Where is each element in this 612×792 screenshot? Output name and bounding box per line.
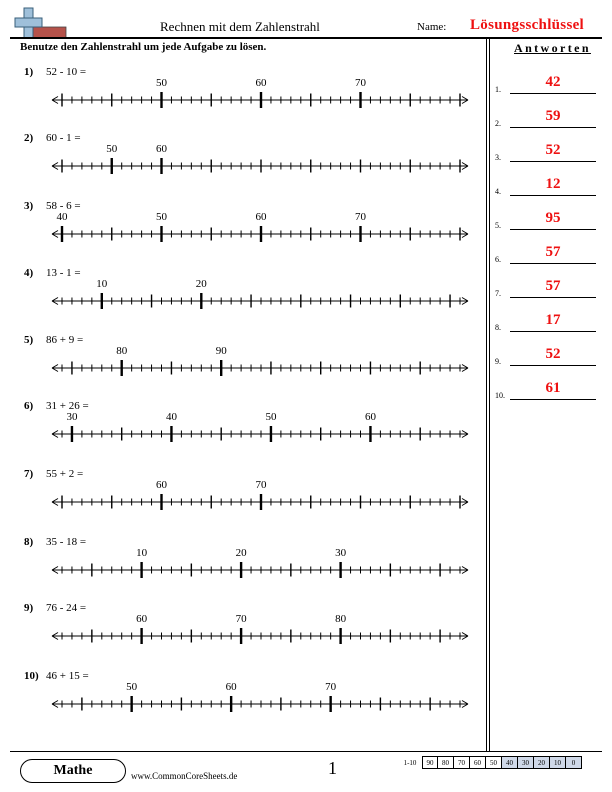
- answer-row: [495, 138, 601, 162]
- score-scale-cell: 30: [518, 756, 534, 769]
- answer-key-label: Lösungsschlüssel: [470, 17, 585, 33]
- answer-number: 3.: [495, 153, 501, 162]
- answer-value: 52: [545, 142, 561, 158]
- score-scale-cell: 70: [454, 756, 470, 769]
- number-line: [40, 210, 480, 250]
- tick-label: 40: [165, 411, 177, 423]
- tick-label: 60: [156, 143, 167, 155]
- answer-number: 6.: [495, 255, 501, 264]
- answer-row: [495, 342, 601, 366]
- answer-blank[interactable]: [510, 399, 596, 400]
- problem-number: 6): [24, 400, 34, 412]
- score-scale-label: 1-10: [403, 758, 417, 767]
- column-divider: [486, 37, 490, 751]
- page-number: 1: [328, 758, 337, 778]
- answer-row: [495, 70, 601, 94]
- problem-number: 8): [24, 536, 34, 548]
- number-line: [40, 410, 480, 450]
- problem-number: 2): [24, 132, 34, 144]
- problem-text: 13 - 1 =: [46, 267, 81, 279]
- footer-divider: [10, 751, 602, 752]
- tick-label: 50: [156, 211, 167, 223]
- answer-blank[interactable]: [510, 263, 596, 264]
- website-link[interactable]: www.CommonCoreSheets.de: [131, 771, 238, 781]
- score-scale-cell: 90: [422, 756, 438, 769]
- score-scale-cell: 0: [566, 756, 582, 769]
- tick-label: 50: [126, 681, 138, 693]
- score-scale-cell: 10: [550, 756, 566, 769]
- tick-label: 10: [136, 547, 148, 559]
- instructions: Benutze den Zahlenstrahl um jede Aufgabe zu lösen.: [20, 41, 267, 53]
- tick-label: 70: [235, 613, 247, 625]
- number-line: [40, 277, 480, 317]
- answer-blank[interactable]: [510, 229, 596, 230]
- answer-value: 57: [545, 278, 561, 294]
- problem-text: 46 + 15 =: [46, 670, 89, 682]
- answers-heading: Antworten: [514, 41, 591, 55]
- answer-number: 8.: [495, 323, 501, 332]
- answer-value: 95: [545, 210, 561, 226]
- problem-text: 60 - 1 =: [46, 132, 81, 144]
- problem-text: 35 - 18 =: [46, 536, 87, 548]
- answer-row: [495, 308, 601, 332]
- problem-text: 86 + 9 =: [46, 334, 84, 346]
- answer-blank[interactable]: [510, 297, 596, 298]
- tick-label: 40: [56, 211, 68, 223]
- answer-value: 59: [545, 108, 561, 124]
- answer-row: [495, 206, 601, 230]
- answer-number: 5.: [495, 221, 501, 230]
- score-scale-cell: 60: [470, 756, 486, 769]
- answer-row: [495, 172, 601, 196]
- problem-text: 76 - 24 =: [46, 602, 87, 614]
- tick-label: 70: [355, 77, 366, 89]
- name-label: Name:: [417, 21, 447, 33]
- problem-number: 5): [24, 334, 34, 346]
- plus-logo-icon: [14, 6, 70, 40]
- problem-number: 1): [24, 66, 34, 78]
- number-line: [40, 478, 480, 518]
- answer-blank[interactable]: [510, 127, 596, 128]
- answer-number: 2.: [495, 119, 501, 128]
- answer-blank[interactable]: [510, 365, 596, 366]
- answer-value: 52: [545, 346, 561, 362]
- problem-number: 10): [24, 670, 39, 682]
- problem-number: 4): [24, 267, 34, 279]
- page-title: Rechnen mit dem Zahlenstrahl: [160, 19, 320, 34]
- tick-label: 50: [265, 411, 277, 423]
- tick-label: 80: [116, 345, 128, 357]
- score-scale-cell: 20: [534, 756, 550, 769]
- answer-number: 7.: [495, 289, 501, 298]
- score-scale-cell: 50: [486, 756, 502, 769]
- answer-number: 1.: [495, 85, 501, 94]
- answer-number: 4.: [495, 187, 501, 196]
- problem-number: 3): [24, 200, 34, 212]
- tick-label: 20: [235, 547, 247, 559]
- problem-text: 52 - 10 =: [46, 66, 87, 78]
- answer-row: [495, 274, 601, 298]
- score-scale: [398, 756, 582, 769]
- answer-value: 12: [545, 176, 561, 192]
- number-line: [40, 546, 480, 586]
- tick-label: 60: [225, 681, 237, 693]
- answer-row: [495, 104, 601, 128]
- tick-label: 30: [66, 411, 78, 423]
- number-line: [40, 142, 480, 182]
- tick-label: 70: [255, 479, 267, 491]
- answer-value: 57: [545, 244, 561, 260]
- tick-label: 60: [364, 411, 376, 423]
- tick-label: 20: [195, 278, 207, 290]
- tick-label: 60: [156, 479, 167, 491]
- problem-text: 58 - 6 =: [46, 200, 81, 212]
- number-line: [40, 612, 480, 652]
- answer-value: 17: [545, 312, 561, 328]
- tick-label: 10: [96, 278, 108, 290]
- answer-blank[interactable]: [510, 161, 596, 162]
- tick-label: 90: [215, 345, 227, 357]
- header-divider: [10, 37, 602, 39]
- tick-label: 70: [325, 681, 337, 693]
- tick-label: 60: [255, 211, 267, 223]
- answer-blank[interactable]: [510, 195, 596, 196]
- number-line: [40, 344, 480, 384]
- tick-label: 30: [335, 547, 347, 559]
- subject-badge: Mathe: [20, 759, 126, 783]
- answer-row: [495, 240, 601, 264]
- answer-number: 9.: [495, 357, 501, 366]
- problem-text: 31 + 26 =: [46, 400, 89, 412]
- number-line: [40, 76, 480, 116]
- answer-blank[interactable]: [510, 331, 596, 332]
- tick-label: 50: [106, 143, 118, 155]
- tick-label: 60: [136, 613, 148, 625]
- answer-value: 61: [545, 380, 561, 396]
- score-scale-cell: 80: [438, 756, 454, 769]
- number-line: [40, 680, 480, 720]
- answer-value: 42: [545, 74, 561, 90]
- problem-number: 9): [24, 602, 34, 614]
- score-scale-cell: 40: [502, 756, 518, 769]
- tick-label: 70: [355, 211, 366, 223]
- tick-label: 60: [255, 77, 267, 89]
- tick-label: 50: [156, 77, 167, 89]
- answer-row: [495, 376, 601, 400]
- problem-number: 7): [24, 468, 34, 480]
- problem-text: 55 + 2 =: [46, 468, 84, 480]
- tick-label: 80: [335, 613, 347, 625]
- answer-number: 10.: [495, 391, 505, 400]
- answer-blank[interactable]: [510, 93, 596, 94]
